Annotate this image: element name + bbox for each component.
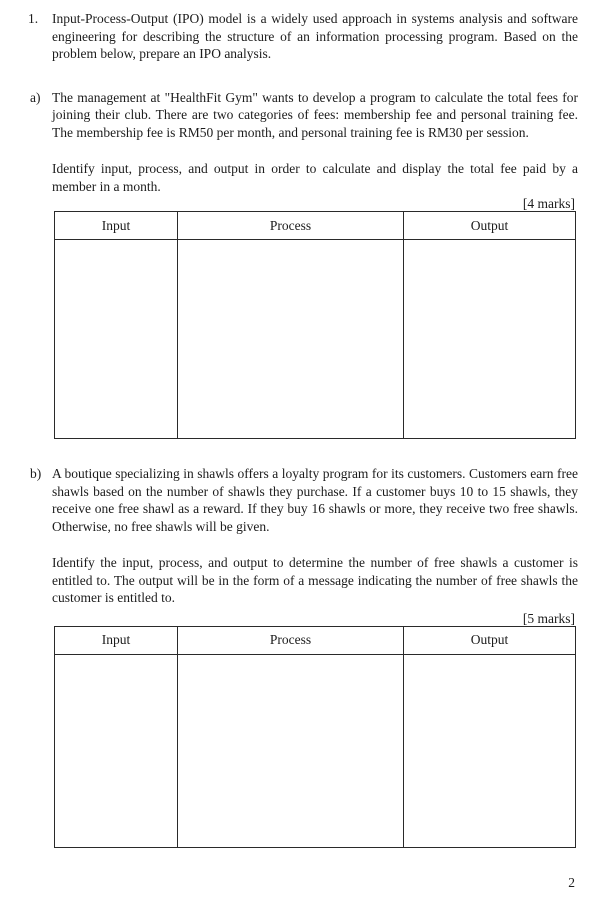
part-b-label: b): [30, 466, 42, 481]
part-a-marks: [4 marks]: [522, 196, 575, 211]
header-input: Input: [55, 626, 178, 654]
table-row: [55, 654, 576, 847]
question-intro: Input-Process-Output (IPO) model is a widely used approach in systems analysis and software engineering for describing the structure of an information processing program. Based on the problem below, prepare an IPO analysis.: [52, 11, 578, 61]
part-b-scenario: A boutique specializing in shawls offers a loyalty program for its customers. Customers earn free shawls based on the number of shawls they purchase. If a customer buys 10 to 15 shawls, they receive one free shawl as a reward. If they buy 16 shawls or more, they receive two free shawls. Otherwise, no free shawls will be given.: [52, 466, 578, 534]
part-a-scenario: The management at "HealthFit Gym" wants to develop a program to calculate the total fees for joining their club. There are two categories of fees: membership fee and personal training fee. The membership fee is RM50 per month, and personal training fee is RM30 per session.: [52, 89, 578, 140]
page-number: 2: [568, 875, 575, 890]
part-b-ipo-table: [54, 626, 576, 848]
cell-input: [55, 240, 178, 439]
part-b-task: Identify the input, process, and output to determine the number of free shawls a customer is entitled to. The output will be in the form of a message indicating the number of free shawls the customer is entitled to.: [52, 555, 578, 605]
header-output: Output: [404, 626, 576, 654]
cell-process: [178, 654, 404, 847]
cell-process: [178, 240, 404, 439]
part-a-task: Identify input, process, and output in order to calculate and display the total fee paid by a member in a month.: [52, 161, 578, 194]
cell-output: [404, 240, 576, 439]
part-a-label: a): [30, 89, 41, 105]
cell-output: [404, 654, 576, 847]
header-output: Output: [404, 212, 576, 240]
question-1: [28, 10, 578, 63]
header-process: Process: [178, 626, 404, 654]
part-a: [30, 89, 578, 440]
table-row: [55, 240, 576, 439]
table-header-row: [55, 212, 576, 240]
table-header-row: [55, 626, 576, 654]
header-process: Process: [178, 212, 404, 240]
cell-input: [55, 654, 178, 847]
part-b-marks: [5 marks]: [522, 610, 575, 626]
question-number: 1.: [28, 11, 39, 26]
header-input: Input: [55, 212, 178, 240]
part-a-ipo-table: [54, 211, 576, 439]
part-b: [30, 465, 578, 848]
